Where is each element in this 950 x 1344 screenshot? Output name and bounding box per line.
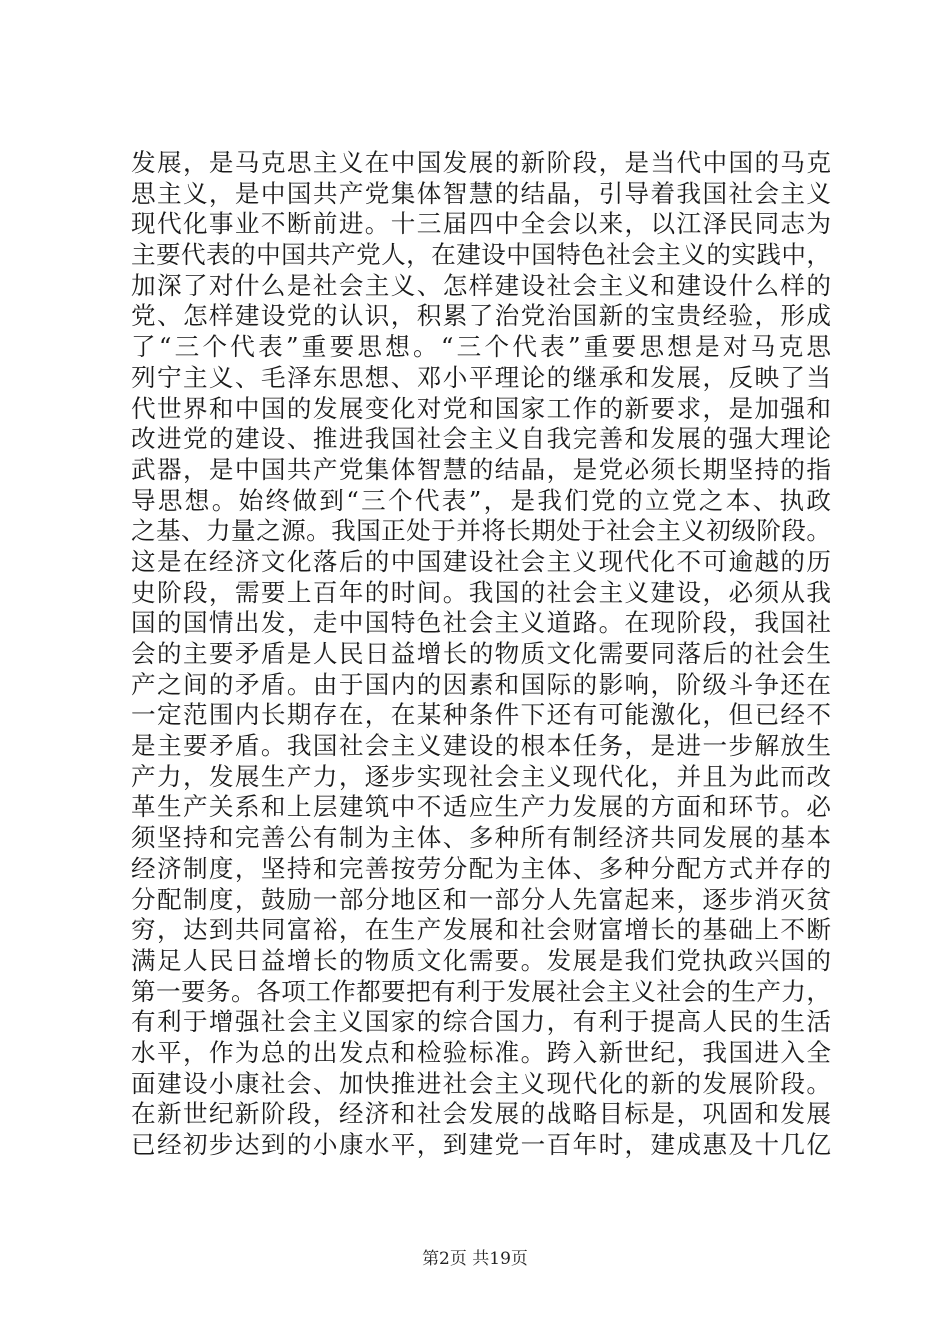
text-line: 在新世纪新阶段，经济和社会发展的战略目标是，巩固和发展	[131, 1099, 831, 1129]
text-line: 穷，达到共同富裕，在生产发展和社会财富增长的基础上不断	[131, 915, 831, 945]
text-line: 武器，是中国共产党集体智慧的结晶，是党必须长期坚持的指	[131, 454, 831, 484]
text-line: 之基、力量之源。我国正处于并将长期处于社会主义初级阶段。	[131, 516, 831, 546]
text-line: 代世界和中国的发展变化对党和国家工作的新要求，是加强和	[131, 393, 831, 423]
text-line: 主要代表的中国共产党人，在建设中国特色社会主义的实践中，	[131, 240, 831, 270]
text-line: 会的主要矛盾是人民日益增长的物质文化需要同落后的社会生	[131, 639, 831, 668]
text-line: 思主义，是中国共产党集体智慧的结晶，引导着我国社会主义	[131, 178, 831, 208]
text-line: 满足人民日益增长的物质文化需要。发展是我们党执政兴国的	[131, 945, 831, 975]
text-line: 已经初步达到的小康水平，到建党一百年时，建成惠及十几亿	[131, 1130, 831, 1159]
text-line: 改进党的建设、推进我国社会主义自我完善和发展的强大理论	[131, 424, 831, 454]
text-line: 产之间的矛盾。由于国内的因素和国际的影响，阶级斗争还在	[131, 669, 831, 699]
text-line: 发展，是马克思主义在中国发展的新阶段，是当代中国的马克	[131, 148, 831, 177]
text-line: 导思想。始终做到“三个代表”，是我们党的立党之本、执政	[131, 485, 831, 515]
text-line: 史阶段，需要上百年的时间。我国的社会主义建设，必须从我	[131, 577, 831, 607]
text-line: 水平，作为总的出发点和检验标准。跨入新世纪，我国进入全	[131, 1037, 831, 1067]
text-line: 加深了对什么是社会主义、怎样建设社会主义和建设什么样的	[131, 270, 831, 300]
text-line: 一定范围内长期存在，在某种条件下还有可能激化，但已经不	[131, 700, 831, 730]
text-line: 是主要矛盾。我国社会主义建设的根本任务，是进一步解放生	[131, 731, 831, 761]
text-line: 现代化事业不断前进。十三届四中全会以来，以江泽民同志为	[131, 209, 831, 239]
text-line: 第一要务。各项工作都要把有利于发展社会主义社会的生产力，	[131, 976, 831, 1006]
text-line: 列宁主义、毛泽东思想、邓小平理论的继承和发展，反映了当	[131, 362, 831, 392]
page-number-footer: 第2页 共19页	[422, 1249, 528, 1269]
text-line: 革生产关系和上层建筑中不适应生产力发展的方面和环节。必	[131, 792, 831, 822]
text-line: 分配制度，鼓励一部分地区和一部分人先富起来，逐步消灭贫	[131, 884, 831, 914]
text-line: 这是在经济文化落后的中国建设社会主义现代化不可逾越的历	[131, 546, 831, 576]
body-text	[131, 148, 831, 1161]
text-line: 国的国情出发，走中国特色社会主义道路。在现阶段，我国社	[131, 608, 831, 638]
text-line: 经济制度，坚持和完善按劳分配为主体、多种分配方式并存的	[131, 853, 831, 883]
text-line: 有利于增强社会主义国家的综合国力，有利于提高人民的生活	[131, 1007, 831, 1037]
text-line: 须坚持和完善公有制为主体、多种所有制经济共同发展的基本	[131, 823, 831, 853]
text-line: 了“三个代表”重要思想。“三个代表”重要思想是对马克思	[131, 332, 831, 362]
text-line: 面建设小康社会、加快推进社会主义现代化的新的发展阶段。	[131, 1068, 831, 1098]
text-line: 产力，发展生产力，逐步实现社会主义现代化，并且为此而改	[131, 761, 831, 791]
text-line: 党、怎样建设党的认识，积累了治党治国新的宝贵经验，形成	[131, 301, 831, 331]
